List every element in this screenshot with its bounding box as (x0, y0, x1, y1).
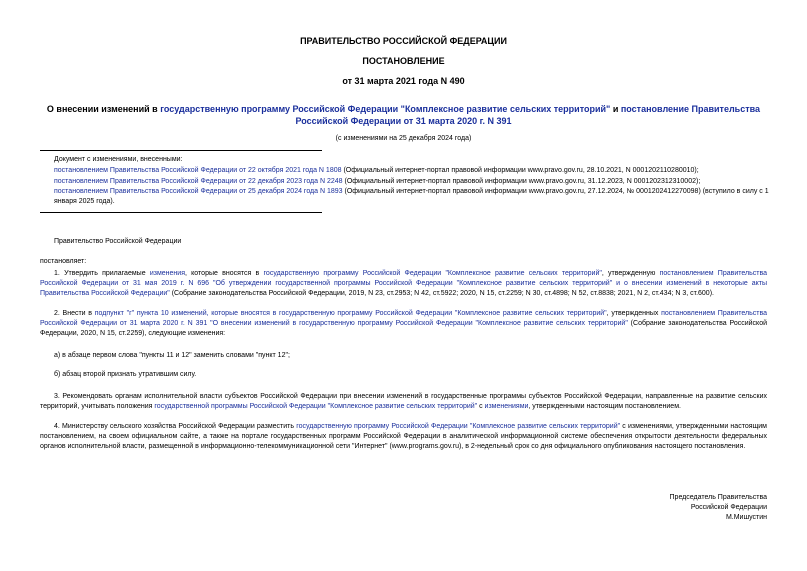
signature-block (670, 493, 767, 523)
paragraph-2b: б) абзац второй признать утратившим силу. (54, 371, 197, 378)
subclause-link[interactable]: подпункт "г" пункта 10 изменений, которые вносятся в государственную программу Российской Федерации "Комплексное развитие сельских территорий" (94, 310, 607, 317)
paragraph-2: 2. Внести в подпункт "г" пункта 10 изменений, которые вносятся в государственную программу Российской Федерации "Комплексное развитие сельских территорий", утвержденных постановлением Правительства Российской Федерации от 31 марта 2020 г. N 391 "О внесении изменений в государственную программу Российской Федерации "Комплексное развитие сельских территорий" (Собрание законодательства Российской Федерации, 2020, N 15, ст.2259), следующие изменения: (40, 310, 768, 337)
paragraph-3: 3. Рекомендовать органам исполнительной власти субъектов Российской Федерации при внесении изменений в государственные программы субъектов Российской Федерации, направленные на развитие сельских территорий, учитывать положения государственной программы Российской Федерации "Комплексное развитие сельских территорий" с изменениями, утвержденными настоящим постановлением. (40, 393, 767, 410)
changes-link[interactable]: изменения (149, 270, 185, 277)
document-title (40, 103, 767, 127)
authority-heading: ПРАВИТЕЛЬСТВО РОССИЙСКОЙ ФЕДЕРАЦИИ (300, 36, 507, 46)
amendment-item: постановлением Правительства Российской Федерации от 22 октября 2021 года N 1808 (Официальный интернет-портал правовой информации www.pravo.gov.ru, 28.10.2021, N 0001202110280010); (54, 167, 699, 174)
edited-note: (с изменениями на 25 декабря 2024 года) (335, 135, 472, 142)
title-middle: и (610, 104, 621, 114)
title-resolution-link[interactable]: постановление Правительства Российской Федерации от 31 марта 2020 г. N 391 (295, 104, 761, 126)
signature-org: Российской Федерации (690, 504, 767, 511)
resolves-line: постановляет: (40, 258, 87, 265)
amendment-item: постановлением Правительства Российской Федерации от 22 декабря 2023 года N 2248 (Официальный интернет-портал правовой информации www.pravo.gov.ru, 31.12.2023, N 0001202312310002); (54, 178, 701, 185)
doc-type-heading: ПОСТАНОВЛЕНИЕ (362, 56, 445, 66)
amendment-link[interactable]: постановлением Правительства Российской Федерации от 22 октября 2021 года N 1808 (54, 167, 342, 174)
doc-changes-heading: Документ с изменениями, внесенными: (54, 156, 183, 163)
amendment-item: постановлением Правительства Российской Федерации от 25 декабря 2024 года N 1893 (Официальный интернет-портал правовой информации www.pravo.gov.ru, 27.12.2024, № 0001202412270098) (вступило в силу с 1 января 2025 года). (54, 188, 769, 205)
program-link[interactable]: государственной программы Российской Федерации "Комплексное развитие сельских территорий" (154, 403, 478, 410)
signature-title: Председатель Правительства (669, 494, 767, 501)
signature-name: М.Мишустин (725, 514, 767, 521)
resolution-696-link[interactable]: постановлением Правительства Российской Федерации от 31 мая 2019 г. N 696 "Об утверждении государственной программы Российской Федерации "Комплексное развитие сельских территорий" и о внесении изменений в некоторые акты Правительства Российской Федерации" (40, 270, 767, 297)
title-prefix: О внесении изменений в (46, 104, 161, 114)
date-number-heading: от 31 марта 2021 года N 490 (342, 76, 465, 86)
resolution-391-link[interactable]: постановлением Правительства Российской Федерации от 31 марта 2020 г. N 391 "О внесении изменений в государственную программу Российской Федерации "Комплексное развитие сельских территорий" (40, 310, 768, 327)
paragraph-2a: а) в абзаце первом слова "пункты 11 и 12" заменить словами "пункт 12"; (54, 352, 290, 359)
government-line: Правительство Российской Федерации (54, 238, 182, 245)
program-link[interactable]: государственную программу Российской Федерации "Комплексное развитие сельских территорий" (296, 423, 621, 430)
paragraph-4: 4. Министерству сельского хозяйства Российской Федерации разместить государственную программу Российской Федерации "Комплексное развитие сельских территорий" с изменениями, утвержденными настоящим постановлением, на своем официальном сайте, а также на портале государственных программ Российской Федерации в аналитической информационной системе обеспечения открытости деятельности федеральных органов исполнительной власти, размещенной в информационно-телекоммуникационной сети "Интернет" (www.programs.gov.ru), в 2-недельный срок со дня официального опубликования настоящего постановления. (40, 423, 767, 450)
paragraph-1: 1. Утвердить прилагаемые изменения, которые вносятся в государственную программу Российской Федерации "Комплексное развитие сельских территорий", утвержденную постановлением Правительства Российской Федерации от 31 мая 2019 г. N 696 "Об утверждении государственной программы Российской Федерации "Комплексное развитие сельских территорий" и о внесении изменений в некоторые акты Правительства Российской Федерации" (Собрание законодательства Российской Федерации, 2019, N 23, ст.2953; N 42, ст.5922; 2020, N 15, ст.2259; N 30, ст.4898; N 52, ст.8838; 2021, N 2, ст.434; N 3, ст.600). (40, 270, 767, 297)
divider-top (40, 150, 322, 151)
program-link[interactable]: государственную программу Российской Федерации "Комплексное развитие сельских территорий" (263, 270, 602, 277)
amendment-link[interactable]: постановлением Правительства Российской Федерации от 25 декабря 2024 года N 1893 (54, 188, 343, 195)
amendment-link[interactable]: постановлением Правительства Российской Федерации от 22 декабря 2023 года N 2248 (54, 178, 343, 185)
title-program-link[interactable]: государственную программу Российской Федерации "Комплексное развитие сельских территорий" (160, 104, 611, 114)
changes-link[interactable]: изменениями (484, 403, 529, 410)
divider-bottom (40, 212, 322, 213)
